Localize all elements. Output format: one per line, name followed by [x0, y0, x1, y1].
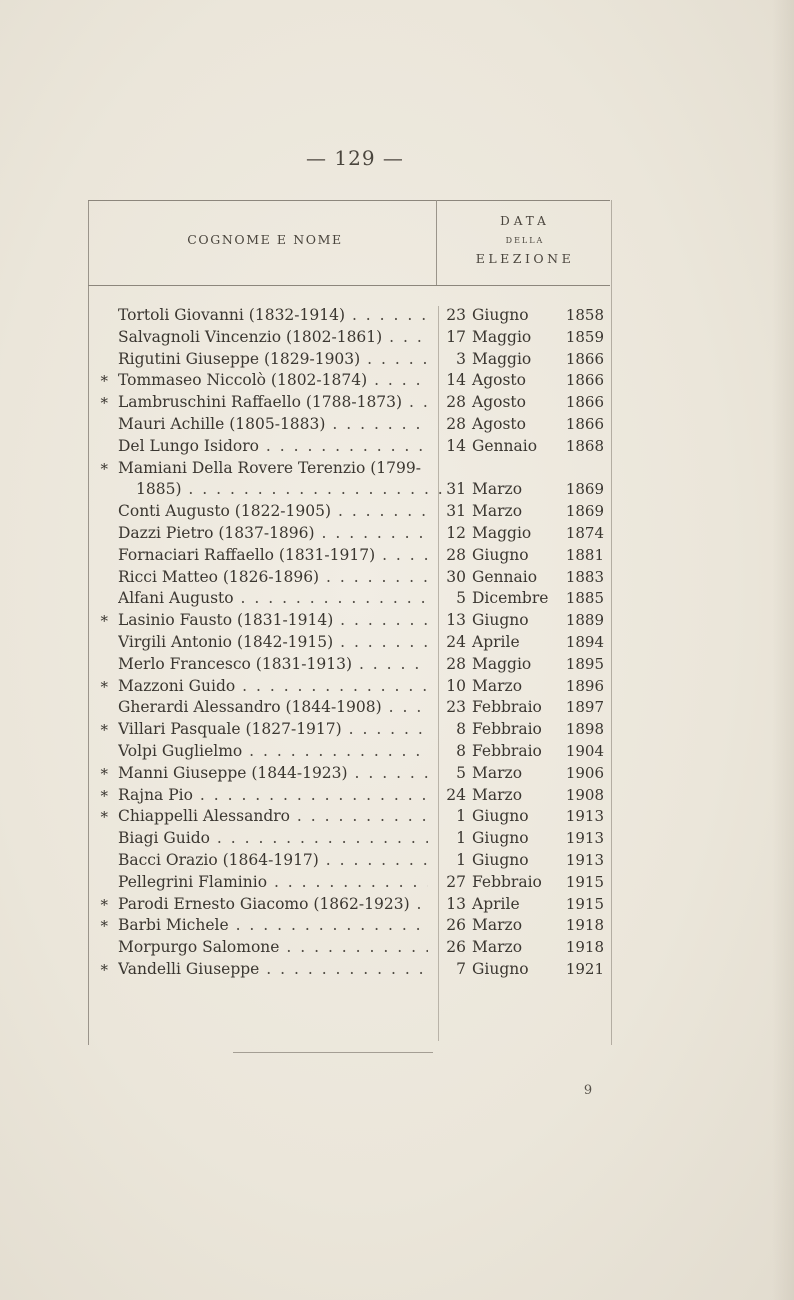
- election-month: Agosto: [472, 414, 526, 433]
- election-day: 26: [446, 916, 466, 935]
- table-row: [0, 567, 794, 589]
- member-name: Rigutini Giuseppe (1829-1903) . . .: [118, 349, 428, 371]
- election-year: 1866: [565, 349, 604, 368]
- election-month: Agosto: [472, 393, 526, 412]
- signature-mark: 9: [583, 1083, 593, 1098]
- election-year: 1896: [565, 676, 604, 695]
- table-row: [0, 850, 794, 872]
- election-day: 24: [446, 632, 466, 651]
- election-month: Marzo: [472, 785, 523, 804]
- deceased-marker: *: [100, 786, 108, 805]
- member-name: Tommaseo Niccolò (1802-1874) . . .: [118, 370, 428, 392]
- member-name: Lasinio Fausto (1831-1914) . . .: [118, 610, 428, 632]
- election-day: 28: [446, 393, 466, 412]
- election-month: Gennaio: [472, 436, 538, 455]
- header-name-column: COGNOME E NOME: [187, 232, 343, 247]
- deceased-marker: *: [100, 721, 108, 740]
- election-day: 28: [446, 545, 466, 564]
- member-name: Salvagnoli Vincenzio (1802-1861) . . .: [118, 327, 428, 349]
- election-day: 10: [446, 676, 466, 695]
- deceased-marker: *: [100, 372, 108, 391]
- election-month: Febbraio: [472, 698, 542, 717]
- election-month: Giugno: [472, 959, 529, 978]
- table-row: [0, 436, 794, 458]
- member-name: Virgili Antonio (1842-1915) . . .: [118, 632, 428, 654]
- election-day: 14: [446, 371, 466, 390]
- election-year: 1894: [565, 632, 604, 651]
- table-row: [0, 414, 794, 436]
- election-day: 23: [446, 306, 466, 324]
- deceased-marker: *: [100, 764, 108, 783]
- election-year: 1906: [565, 763, 604, 782]
- table-row: [0, 349, 794, 371]
- header-date-line2: DELLA: [505, 236, 545, 245]
- table-row: [0, 872, 794, 894]
- member-name: Bacci Orazio (1864-1917) . . .: [118, 850, 428, 872]
- member-name: Manni Giuseppe (1844-1923) . . .: [118, 763, 428, 785]
- election-day: 30: [446, 567, 466, 586]
- election-year: 1918: [565, 916, 604, 935]
- table-row: [0, 828, 794, 850]
- table-row: [0, 654, 794, 676]
- election-month: Marzo: [472, 938, 523, 957]
- deceased-marker: *: [100, 960, 108, 979]
- election-day: 31: [446, 502, 466, 521]
- member-name: Villari Pasquale (1827-1917) . . .: [118, 719, 428, 741]
- election-year: 1883: [565, 567, 604, 586]
- election-month: Dicembre: [472, 589, 549, 608]
- table-row: [0, 588, 794, 610]
- table-row: [0, 523, 794, 545]
- election-year: 1904: [565, 741, 604, 760]
- election-day: 1: [456, 829, 466, 848]
- election-month: Maggio: [472, 327, 532, 346]
- election-month: Marzo: [472, 916, 523, 935]
- election-year: 1869: [565, 502, 604, 521]
- table-row: [0, 392, 794, 414]
- member-name: Tortoli Giovanni (1832-1914) . . .: [118, 305, 428, 327]
- member-name: Vandelli Giuseppe . . .: [118, 959, 428, 981]
- election-month: Agosto: [472, 371, 526, 390]
- table-row: [0, 458, 794, 480]
- member-name: Alfani Augusto . . .: [118, 588, 428, 610]
- member-name: Mazzoni Guido . . .: [118, 676, 428, 698]
- member-name: Mamiani Della Rovere Terenzio (1799-: [118, 458, 421, 477]
- election-year: 1866: [565, 393, 604, 412]
- entries-list: [0, 305, 794, 981]
- member-name-continuation: 1885) . . .: [136, 479, 446, 501]
- table-row: [0, 632, 794, 654]
- member-name: Rajna Pio . . .: [118, 785, 428, 807]
- election-year: 1874: [565, 523, 604, 542]
- member-name: Biagi Guido . . .: [118, 828, 428, 850]
- table-row: [0, 676, 794, 698]
- deceased-marker: *: [100, 612, 108, 631]
- election-month: Marzo: [472, 676, 523, 695]
- table-row: [0, 370, 794, 392]
- table-row: [0, 697, 794, 719]
- election-year: 1895: [565, 654, 604, 673]
- election-day: 24: [446, 785, 466, 804]
- election-day: 13: [446, 611, 466, 630]
- election-day: 5: [456, 763, 466, 782]
- member-name: Parodi Ernesto Giacomo (1862-1923) . . .: [118, 894, 428, 916]
- election-day: 23: [446, 698, 466, 717]
- election-year: 1913: [565, 829, 604, 848]
- election-year: 1889: [565, 611, 604, 630]
- election-day: 5: [456, 589, 466, 608]
- member-name: Dazzi Pietro (1837-1896) . . .: [118, 523, 428, 545]
- member-name: Morpurgo Salomone . . .: [118, 937, 428, 959]
- election-month: Giugno: [472, 829, 529, 848]
- deceased-marker: *: [100, 917, 108, 936]
- member-name: Mauri Achille (1805-1883) . . .: [118, 414, 428, 436]
- table-row: [0, 719, 794, 741]
- election-month: Giugno: [472, 611, 529, 630]
- member-name: Lambruschini Raffaello (1788-1873) . . .: [118, 392, 428, 414]
- table-row: [0, 763, 794, 785]
- election-year: 1915: [565, 894, 604, 913]
- table-row: [0, 501, 794, 523]
- member-name: Del Lungo Isidoro . . .: [118, 436, 428, 458]
- election-day: 27: [446, 872, 466, 891]
- election-day: 8: [456, 720, 466, 739]
- election-day: 28: [446, 654, 466, 673]
- election-year: 1881: [565, 545, 604, 564]
- member-name: Gherardi Alessandro (1844-1908) . . .: [118, 697, 428, 719]
- election-month: Giugno: [472, 545, 529, 564]
- election-month: Marzo: [472, 480, 523, 499]
- table-row: [0, 327, 794, 349]
- election-year: 1908: [565, 785, 604, 804]
- election-year: 1869: [565, 480, 604, 499]
- member-name: Ricci Matteo (1826-1896) . . .: [118, 567, 428, 589]
- election-day: 31: [446, 480, 466, 499]
- election-year: 1858: [565, 306, 604, 324]
- election-month: Aprile: [472, 632, 520, 651]
- table-row: [0, 545, 794, 567]
- table-row: [0, 894, 794, 916]
- election-month: Aprile: [472, 894, 520, 913]
- page-number: — 129 —: [306, 146, 404, 170]
- header-date-line3: ELEZIONE: [475, 251, 575, 266]
- header-column-separator: [436, 200, 437, 285]
- election-year: 1913: [565, 807, 604, 826]
- election-month: Giugno: [472, 306, 529, 324]
- election-day: 14: [446, 436, 466, 455]
- election-month: Maggio: [472, 349, 532, 368]
- member-name: Pellegrini Flaminio . . .: [118, 872, 428, 894]
- member-name: Fornaciari Raffaello (1831-1917) . . .: [118, 545, 428, 567]
- election-month: Giugno: [472, 807, 529, 826]
- table-top-rule: [88, 200, 610, 201]
- election-month: Febbraio: [472, 872, 542, 891]
- table-row: [0, 915, 794, 937]
- election-day: 1: [456, 807, 466, 826]
- election-month: Febbraio: [472, 720, 542, 739]
- election-day: 3: [456, 349, 466, 368]
- table-row: [0, 959, 794, 981]
- deceased-marker: *: [100, 677, 108, 696]
- table-row: [0, 785, 794, 807]
- table-row: [0, 305, 794, 327]
- election-month: Gennaio: [472, 567, 538, 586]
- election-month: Giugno: [472, 850, 529, 869]
- table-row: [0, 610, 794, 632]
- election-day: 8: [456, 741, 466, 760]
- election-month: Marzo: [472, 763, 523, 782]
- election-year: 1868: [565, 436, 604, 455]
- election-month: Maggio: [472, 523, 532, 542]
- deceased-marker: *: [100, 459, 108, 478]
- election-month: Marzo: [472, 502, 523, 521]
- election-year: 1921: [565, 959, 604, 978]
- member-name: Barbi Michele . . .: [118, 915, 428, 937]
- election-day: 28: [446, 414, 466, 433]
- election-year: 1918: [565, 938, 604, 957]
- election-day: 13: [446, 894, 466, 913]
- election-year: 1885: [565, 589, 604, 608]
- election-year: 1866: [565, 371, 604, 390]
- deceased-marker: *: [100, 394, 108, 413]
- table-row: [0, 806, 794, 828]
- election-day: 26: [446, 938, 466, 957]
- deceased-marker: *: [100, 808, 108, 827]
- member-name: Merlo Francesco (1831-1913) . . .: [118, 654, 428, 676]
- table-row: [0, 937, 794, 959]
- election-day: 17: [446, 327, 466, 346]
- header-bottom-rule: [88, 285, 610, 286]
- table-row: [0, 741, 794, 763]
- election-year: 1915: [565, 872, 604, 891]
- member-name: Chiappelli Alessandro . . .: [118, 806, 428, 828]
- election-year: 1897: [565, 698, 604, 717]
- election-year: 1898: [565, 720, 604, 739]
- member-name: Volpi Guglielmo . . .: [118, 741, 428, 763]
- member-name: Conti Augusto (1822-1905) . . .: [118, 501, 428, 523]
- election-year: 1859: [565, 327, 604, 346]
- table-bottom-rule: [233, 1052, 433, 1053]
- table-row-continuation: [0, 479, 794, 501]
- election-year: 1913: [565, 850, 604, 869]
- election-month: Febbraio: [472, 741, 542, 760]
- election-day: 12: [446, 523, 466, 542]
- election-year: 1866: [565, 414, 604, 433]
- election-month: Maggio: [472, 654, 532, 673]
- deceased-marker: *: [100, 895, 108, 914]
- election-day: 7: [456, 959, 466, 978]
- header-date-line1: DATA: [500, 214, 550, 228]
- election-day: 1: [456, 850, 466, 869]
